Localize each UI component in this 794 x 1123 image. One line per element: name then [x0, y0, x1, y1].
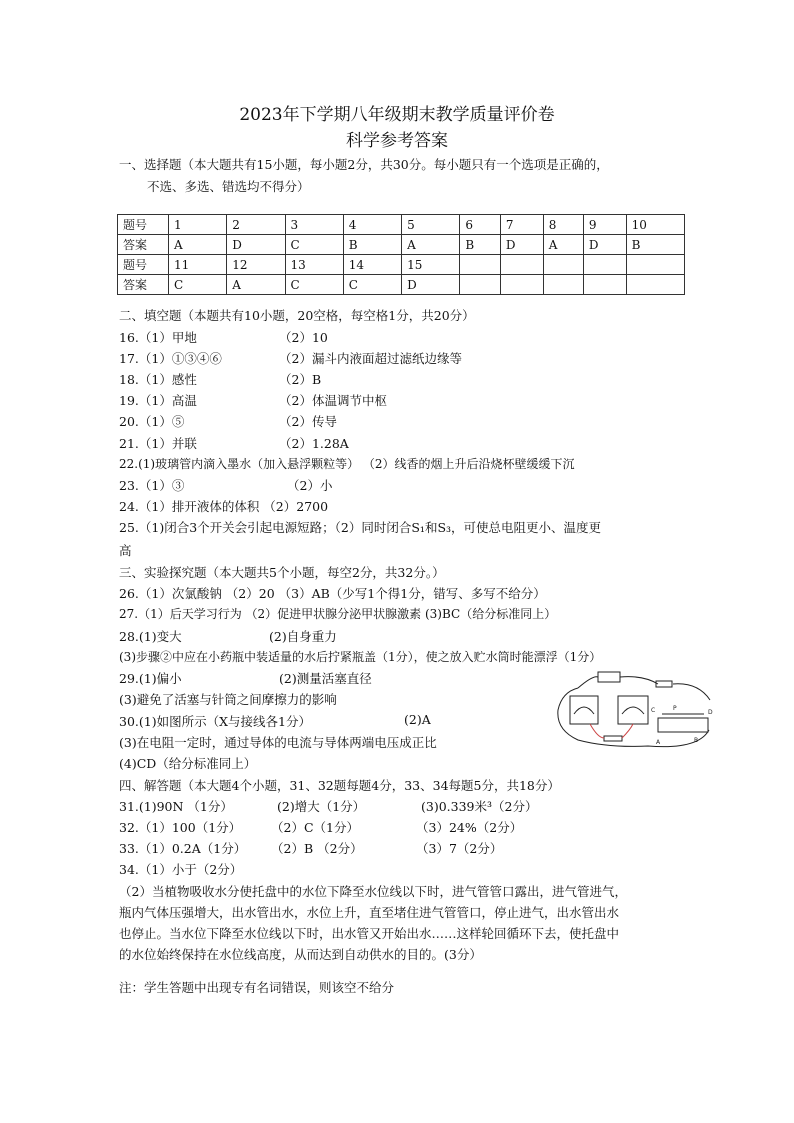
answer-33-b: （2）B （2分）: [271, 841, 363, 856]
answer-20: [119, 412, 337, 430]
answer-28-a: 28.(1)变大: [119, 629, 182, 644]
answer-table-cell: [626, 255, 684, 275]
terminal-d-label: D: [708, 709, 713, 716]
answer-20-b: （2）传导: [279, 414, 337, 429]
answer-32-c: （3）24%（2分）: [416, 820, 523, 835]
answer-29-a: 29.(1)偏小: [119, 671, 182, 686]
page-title: 2023年下学期八年级期末教学质量评价卷: [239, 105, 555, 125]
answer-table-cell: 11: [169, 255, 227, 275]
answer-34-2-l3: 也停止。当水位下降至水位线以下时，出水管又开始出水……这样轮回循环下去，使托盘中: [119, 926, 620, 941]
page-subtitle: 科学参考答案: [346, 131, 448, 151]
answer-table-cell: 14: [343, 255, 401, 275]
answer-table-cell: [460, 255, 501, 275]
answer-31-a: 31.(1)90N （1分）: [119, 799, 233, 814]
answer-table-cell: 10: [626, 215, 684, 235]
answer-table-cell: 15: [402, 255, 460, 275]
answer-table-cell: 题号: [118, 215, 169, 235]
answer-table-cell: 答案: [118, 275, 169, 295]
answer-28-3: (3)步骤②中应在小药瓶中装适量的水后拧紧瓶盖（1分），使之放入贮水筒时能漂浮（1分）: [119, 650, 602, 664]
answer-23: [119, 476, 333, 494]
answer-23-a: 23.（1）③: [119, 478, 185, 493]
answer-30-4: (4)CD（给分标准同上）: [119, 756, 257, 771]
answer-24: 24.（1）排开液体的体积 （2）2700: [119, 499, 329, 514]
answer-table-cell: 5: [402, 215, 460, 235]
answer-22: 22.(1)玻璃管内滴入墨水（加入悬浮颗粒等） （2）线香的烟上升后沿烧杯壁缓缓下沉: [119, 457, 575, 471]
answer-table-cell: 1: [169, 215, 227, 235]
section1-heading: 一、选择题（本大题共有15小题，每小题2分，共30分。每小题只有一个选项是正确的，: [119, 157, 609, 172]
resistor: [604, 736, 622, 741]
answer-table: [117, 214, 685, 295]
answer-16-b: （2）10: [279, 330, 328, 345]
answer-table-cell: A: [169, 235, 227, 255]
section3-heading: 三、实验探究题（本大题共5个小题，每空2分，共32分。）: [119, 565, 445, 580]
answer-table-cell: [500, 255, 543, 275]
answer-table-cell: A: [402, 235, 460, 255]
answer-32-b: （2）C（1分）: [271, 820, 359, 835]
answer-33-c: （3）7（2分）: [416, 841, 503, 856]
answer-table-cell: 答案: [118, 235, 169, 255]
answer-23-b: （2）小: [287, 478, 333, 493]
answer-table-cell: 9: [583, 215, 626, 235]
answer-table-cell: C: [343, 275, 401, 295]
answer-29: [119, 669, 372, 687]
answer-18-b: （2）B: [279, 372, 322, 387]
answer-32: [119, 818, 523, 836]
answer-19-b: （2）体温调节中枢: [279, 393, 387, 408]
answer-29-b: (2)测量活塞直径: [279, 671, 372, 686]
answer-19: [119, 391, 387, 409]
answer-table-row: [118, 215, 685, 235]
answer-33: [119, 839, 503, 857]
answer-table-cell: C: [169, 275, 227, 295]
answer-table-cell: C: [285, 275, 343, 295]
answer-21: [119, 434, 349, 452]
answer-16-a: 16.（1）甲地: [119, 330, 197, 345]
section4-heading: 四、解答题（本大题4个小题，31、32题每题4分，33、34每题5分，共18分）: [119, 778, 560, 793]
answer-table-cell: 13: [285, 255, 343, 275]
section1-heading-cont: 不选、多选、错选均不得分）: [147, 179, 310, 194]
answer-table-cell: [460, 275, 501, 295]
answer-18-a: 18.（1）感性: [119, 372, 197, 387]
answer-table-cell: 2: [227, 215, 285, 235]
rheostat: [658, 718, 708, 732]
answer-28: [119, 627, 337, 645]
answer-table-cell: B: [460, 235, 501, 255]
answer-table-cell: D: [500, 235, 543, 255]
answer-table-row: [118, 275, 685, 295]
answer-table-cell: 7: [500, 215, 543, 235]
answer-table-cell: B: [626, 235, 684, 255]
answer-21-b: （2）1.28A: [279, 436, 349, 451]
answer-21-a: 21.（1）并联: [119, 436, 197, 451]
answer-20-a: 20.（1）⑤: [119, 414, 185, 429]
answer-17-b: （2）漏斗内液面超过滤纸边缘等: [279, 351, 462, 366]
answer-table-cell: A: [227, 275, 285, 295]
answer-33-a: 33.（1）0.2A（1分）: [119, 841, 247, 856]
switch: [656, 681, 672, 687]
ammeter: [570, 696, 598, 724]
answer-34-2: （2）当植物吸收水分使托盘中的水位下降至水位线以下时，进气管管口露出，进气管进气，: [119, 884, 627, 899]
answer-table-cell: 12: [227, 255, 285, 275]
answer-table-cell: 4: [343, 215, 401, 235]
answer-19-a: 19.（1）高温: [119, 393, 197, 408]
answer-17: [119, 349, 462, 367]
circuit-diagram: [548, 670, 718, 752]
answer-17-a: 17.（1）①③④⑥: [119, 351, 222, 366]
answer-table-cell: C: [285, 235, 343, 255]
answer-31-c: (3)0.339米³（2分）: [421, 799, 538, 814]
footnote: 注：学生答题中出现专有名词错误，则该空不给分: [119, 980, 395, 995]
answer-table-cell: 6: [460, 215, 501, 235]
battery: [598, 672, 620, 682]
answer-25: 25.（1)闭合3个开关会引起电源短路；（2）同时闭合S₁和S₃，可使总电阻更小、温度更: [119, 520, 602, 535]
answer-table-cell: [500, 275, 543, 295]
answer-table-cell: 8: [543, 215, 583, 235]
answer-table-row: [118, 235, 685, 255]
voltmeter: [618, 696, 648, 724]
answer-26: 26.（1）次氯酸钠 （2）20 （3）AB（少写1个得1分，错写、多写不给分）: [119, 586, 546, 601]
answer-31: [119, 797, 538, 815]
answer-31-b: (2)增大（1分）: [277, 799, 366, 814]
section2-heading: 二、填空题（本题共有10小题，20空格，每空格1分，共20分）: [119, 308, 475, 323]
terminal-a-label: A: [656, 739, 661, 746]
answer-table-row: [118, 255, 685, 275]
answer-table-cell: B: [343, 235, 401, 255]
answer-34: 34.（1）小于（2分）: [119, 862, 243, 877]
slider-p-label: P: [673, 705, 677, 712]
answer-34-2-l2: 瓶内气体压强增大，出水管出水，水位上升，直至堵住进气管管口，停止进气，出水管出水: [119, 905, 620, 920]
answer-table-cell: A: [543, 235, 583, 255]
answer-table-cell: D: [227, 235, 285, 255]
answer-30: [119, 712, 431, 730]
answer-28-b: (2)自身重力: [269, 629, 337, 644]
terminal-b-label: B: [694, 737, 699, 744]
answer-table-cell: [543, 275, 583, 295]
answer-30-3: (3)在电阻一定时，通过导体的电流与导体两端电压成正比: [119, 735, 437, 750]
answer-table-cell: [626, 275, 684, 295]
answer-table-cell: 3: [285, 215, 343, 235]
terminal-c-label: C: [651, 707, 656, 714]
answer-table-cell: D: [402, 275, 460, 295]
circuit-wires: [558, 677, 710, 747]
answer-30-b: (2)A: [404, 712, 431, 727]
answer-table-cell: [543, 255, 583, 275]
answer-27: 27.（1）后天学习行为 （2）促进甲状腺分泌甲状腺激素 (3)BC（给分标准同上）: [119, 607, 557, 621]
answer-18: [119, 370, 322, 388]
answer-table-cell: [583, 255, 626, 275]
answer-32-a: 32.（1）100（1分）: [119, 820, 242, 835]
answer-29-3: (3)避免了活塞与针筒之间摩擦力的影响: [119, 692, 337, 707]
answer-table-cell: [583, 275, 626, 295]
answer-30-a: 30.(1)如图所示（X与接线各1分）: [119, 714, 311, 729]
answer-table-cell: D: [583, 235, 626, 255]
answer-table-cell: 题号: [118, 255, 169, 275]
answer-25-cont: 高: [119, 543, 132, 558]
answer-34-2-l4: 的水位始终保持在水位线高度，从而达到自动供水的目的。(3分）: [119, 947, 482, 962]
answer-16: [119, 328, 328, 346]
